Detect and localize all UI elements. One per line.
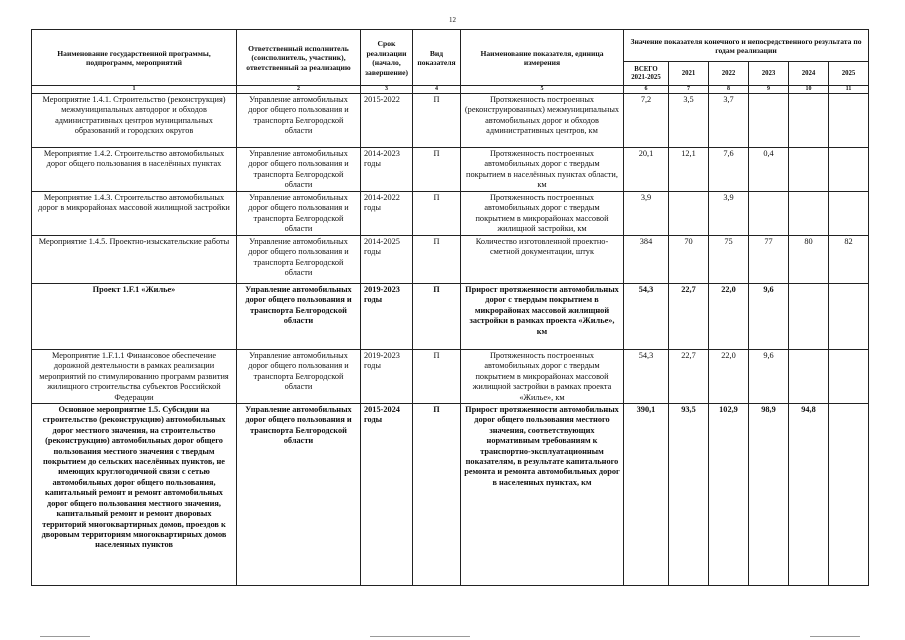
- header-indicator-type: Вид показателя: [413, 30, 461, 86]
- term-cell: 2019-2023 годы: [361, 350, 413, 404]
- value-2024-cell: [789, 350, 829, 404]
- header-year-2024: 2024: [789, 62, 829, 86]
- value-2025-cell: [829, 350, 869, 404]
- program-name-cell: Мероприятие 1.4.3. Строительство автомобильных дорог в микрорайонах массовой жилищной застройки: [32, 192, 237, 236]
- value-2023-cell: 77: [749, 236, 789, 284]
- value-2025-cell: [829, 192, 869, 236]
- program-name-cell: Мероприятие 1.F.1.1 Финансовое обеспечение дорожной деятельности в рамках реализации мероприятий по стимулированию программ развития жилищного строительства субъектов Российской Федерации: [32, 350, 237, 404]
- header-responsible: Ответственный исполнитель (соисполнитель, участник), ответственный за реализацию: [237, 30, 361, 86]
- indicator-type-cell: П: [413, 148, 461, 192]
- value-2024-cell: [789, 192, 829, 236]
- value-2024-cell: 94,8: [789, 404, 829, 586]
- indicator-type-cell: П: [413, 236, 461, 284]
- footer-divider: [370, 636, 470, 637]
- table-row: [32, 148, 869, 192]
- term-cell: 2015-2024 годы: [361, 404, 413, 586]
- program-name-cell: Мероприятие 1.4.1. Строительство (реконструкция) межмуниципальных автодорог и обходов административных центров муниципальных образований и городских округов: [32, 94, 237, 148]
- indicator-name-cell: Количество изготовленной проектно-сметной документации, штук: [461, 236, 624, 284]
- value-2023-cell: 98,9: [749, 404, 789, 586]
- value-2023-cell: [749, 192, 789, 236]
- term-cell: 2014-2025 годы: [361, 236, 413, 284]
- responsible-cell: Управление автомобильных дорог общего пользования и транспорта Белгородской области: [237, 192, 361, 236]
- value-2021-cell: 93,5: [669, 404, 709, 586]
- value-2022-cell: 22,0: [709, 284, 749, 350]
- value-2024-cell: [789, 148, 829, 192]
- value-total-cell: 390,1: [624, 404, 669, 586]
- value-2023-cell: 9,6: [749, 284, 789, 350]
- value-2025-cell: [829, 404, 869, 586]
- indicator-name-cell: Прирост протяженности автомобильных дорог общего пользования местного значения, соответствующих нормативным требованиям к транспортно-эксплуатационным показателям, в результате капитального ремонта и ремонта автомобильных дорог в населенных пунктах, км: [461, 404, 624, 586]
- column-number: 8: [709, 86, 749, 94]
- table-row: [32, 236, 869, 284]
- column-number: 5: [461, 86, 624, 94]
- column-number: 11: [829, 86, 869, 94]
- value-2022-cell: 7,6: [709, 148, 749, 192]
- header-term: Срок реализации (начало, завершение): [361, 30, 413, 86]
- program-name-cell: Мероприятие 1.4.2. Строительство автомобильных дорог общего пользования в населённых пунктах: [32, 148, 237, 192]
- responsible-cell: Управление автомобильных дорог общего пользования и транспорта Белгородской области: [237, 404, 361, 586]
- term-cell: 2015-2022: [361, 94, 413, 148]
- value-2021-cell: 22,7: [669, 350, 709, 404]
- header-year-2021: 2021: [669, 62, 709, 86]
- value-2023-cell: 0,4: [749, 148, 789, 192]
- value-total-cell: 7,2: [624, 94, 669, 148]
- program-name-cell: Мероприятие 1.4.5. Проектно-изыскательские работы: [32, 236, 237, 284]
- value-2021-cell: [669, 192, 709, 236]
- term-cell: 2019-2023 годы: [361, 284, 413, 350]
- footer-divider: [40, 636, 90, 637]
- header-year-2025: 2025: [829, 62, 869, 86]
- table-row: [32, 284, 869, 350]
- value-2022-cell: 75: [709, 236, 749, 284]
- responsible-cell: Управление автомобильных дорог общего пользования и транспорта Белгородской области: [237, 350, 361, 404]
- value-2021-cell: 70: [669, 236, 709, 284]
- column-number: 10: [789, 86, 829, 94]
- table-row: [32, 404, 869, 586]
- column-number: 2: [237, 86, 361, 94]
- value-2021-cell: 12,1: [669, 148, 709, 192]
- value-2021-cell: 3,5: [669, 94, 709, 148]
- responsible-cell: Управление автомобильных дорог общего пользования и транспорта Белгородской области: [237, 94, 361, 148]
- value-2025-cell: 82: [829, 236, 869, 284]
- value-2022-cell: 102,9: [709, 404, 749, 586]
- value-2025-cell: [829, 148, 869, 192]
- table-row: [32, 192, 869, 236]
- column-number: 6: [624, 86, 669, 94]
- program-name-cell: Основное мероприятие 1.5. Субсидии на строительство (реконструкцию) автомобильных дорог местного значения, на строительство (реконструкцию) автомобильных дорог общего пользования местного значения с твердым покрытием до сельских населённых пунктов, не имеющих круглогодичной связи с сетью автомобильных дорог общего пользования, капитальный ремонт и ремонт автомобильных дорог общего пользования местного значения, капитальный ремонт и ремонт дворовых территорий многоквартирных домов, проездов к дворовым территориям многоквартирных домов населенных пунктов: [32, 404, 237, 586]
- term-cell: 2014-2023 годы: [361, 148, 413, 192]
- value-total-cell: 54,3: [624, 350, 669, 404]
- term-cell: 2014-2022 годы: [361, 192, 413, 236]
- indicator-name-cell: Прирост протяженности автомобильных дорог с твердым покрытием в микрорайонах массовой жилищной застройки в рамках проекта «Жилье», км: [461, 284, 624, 350]
- value-2022-cell: 3,9: [709, 192, 749, 236]
- indicator-type-cell: П: [413, 350, 461, 404]
- indicator-type-cell: П: [413, 284, 461, 350]
- footer-divider: [810, 636, 860, 637]
- value-2024-cell: [789, 94, 829, 148]
- indicator-type-cell: П: [413, 404, 461, 586]
- responsible-cell: Управление автомобильных дорог общего пользования и транспорта Белгородской области: [237, 284, 361, 350]
- responsible-cell: Управление автомобильных дорог общего пользования и транспорта Белгородской области: [237, 236, 361, 284]
- value-2021-cell: 22,7: [669, 284, 709, 350]
- program-name-cell: Проект 1.F.1 «Жилье»: [32, 284, 237, 350]
- indicator-name-cell: Протяженность построенных автомобильных дорог с твердым покрытием в микрорайонах массовой жилищной застройки в рамках проекта «Жилье», км: [461, 350, 624, 404]
- value-2022-cell: 3,7: [709, 94, 749, 148]
- column-number: 9: [749, 86, 789, 94]
- header-values-group: Значение показателя конечного и непосредственного результата по годам реализации: [624, 30, 869, 62]
- header-row: [32, 30, 869, 62]
- indicators-table: [31, 29, 869, 586]
- column-number: 3: [361, 86, 413, 94]
- value-2025-cell: [829, 94, 869, 148]
- table-body: [32, 94, 869, 586]
- value-2024-cell: 80: [789, 236, 829, 284]
- table-row: [32, 350, 869, 404]
- value-2025-cell: [829, 284, 869, 350]
- indicator-type-cell: П: [413, 94, 461, 148]
- column-numbers-row: [32, 86, 869, 94]
- value-2022-cell: 22,0: [709, 350, 749, 404]
- header-year-2022: 2022: [709, 62, 749, 86]
- indicator-name-cell: Протяженность построенных автомобильных дорог с твердым покрытием в микрорайонах массовой жилищной застройки, км: [461, 192, 624, 236]
- page-number: 12: [449, 16, 456, 24]
- column-number: 1: [32, 86, 237, 94]
- indicator-name-cell: Протяженность построенных (реконструированных) межмуниципальных автомобильных дорог и обходов административных центров, км: [461, 94, 624, 148]
- header-program-name: Наименование государственной программы, подпрограмм, мероприятий: [32, 30, 237, 86]
- value-total-cell: 20,1: [624, 148, 669, 192]
- header-total: ВСЕГО 2021-2025: [624, 62, 669, 86]
- column-number: 4: [413, 86, 461, 94]
- responsible-cell: Управление автомобильных дорог общего пользования и транспорта Белгородской области: [237, 148, 361, 192]
- value-2023-cell: 9,6: [749, 350, 789, 404]
- value-total-cell: 3,9: [624, 192, 669, 236]
- value-2023-cell: [749, 94, 789, 148]
- value-total-cell: 54,3: [624, 284, 669, 350]
- column-number: 7: [669, 86, 709, 94]
- indicator-name-cell: Протяженность построенных автомобильных дорог с твердым покрытием в населённых пунктах области, км: [461, 148, 624, 192]
- header-year-2023: 2023: [749, 62, 789, 86]
- value-total-cell: 384: [624, 236, 669, 284]
- indicator-type-cell: П: [413, 192, 461, 236]
- header-indicator-name: Наименование показателя, единица измерения: [461, 30, 624, 86]
- table-row: [32, 94, 869, 148]
- value-2024-cell: [789, 284, 829, 350]
